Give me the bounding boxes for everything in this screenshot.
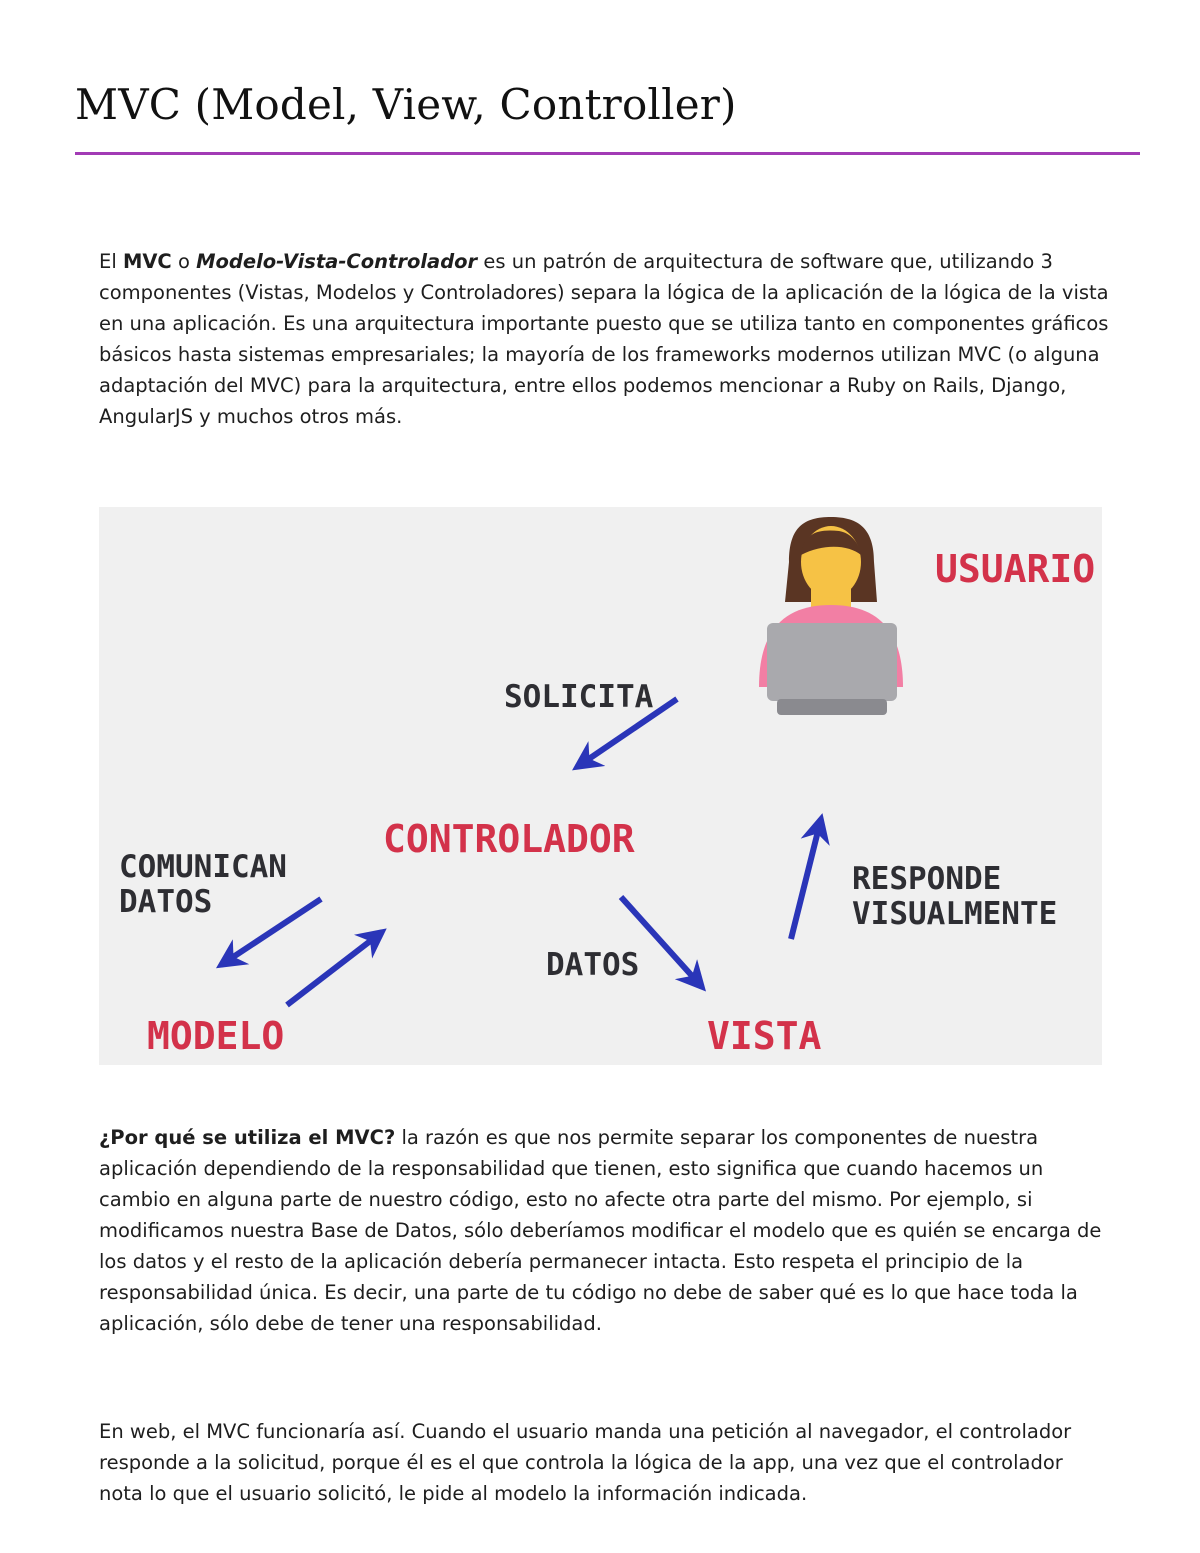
page-title: MVC (Model, View, Controller) <box>75 80 737 129</box>
intro-lead: El <box>99 250 123 273</box>
intro-o: o <box>171 250 197 273</box>
why-answer: la razón es que nos permite separar los componentes de nuestra aplicación dependiendo de la responsabilidad que tienen, esto significa que cuando hacemos un cambio en alguna parte de nuestro código, esto no afecte otra parte del mismo. Por ejemplo, si modificamos nuestra Base de Datos, sólo deberíamos modificar el modelo que es quién se encarga de los datos y el resto de la aplicación debería permanecer intacta. Esto respeta el principio de la responsabilidad única. Es decir, una parte de tu código no debe de saber qué es lo que hace toda la aplicación, sólo debe de tener una responsabilidad. <box>99 1126 1102 1335</box>
label-comunican: COMUNICAN <box>119 849 287 885</box>
label-comunican-datos: DATOS <box>119 884 213 920</box>
user-at-laptop-icon <box>759 517 903 715</box>
label-visualmente: VISUALMENTE <box>852 896 1058 932</box>
intro-paragraph <box>99 246 1109 432</box>
label-controlador: CONTROLADOR <box>383 817 635 861</box>
intro-mvc: MVC <box>122 250 172 273</box>
mvc-diagram-svg <box>99 507 1102 1065</box>
web-paragraph: En web, el MVC funcionaría así. Cuando el usuario manda una petición al navegador, el controlador responde a la solicitud, porque él es el que controla la lógica de la app, una vez que el controlador nota lo que el usuario solicitó, le pide al modelo la información indicada. <box>99 1420 1072 1505</box>
arrow-responde-to-usuario <box>791 819 821 939</box>
label-solicita: SOLICITA <box>504 679 654 715</box>
intro-rest: es un patrón de arquitectura de software que, utilizando 3 componentes (Vistas, Modelos y Controladores) separa la lógica de la aplicación de la lógica de la vista en una aplicación. Es una arquitectura importante puesto que se utiliza tanto en componentes gráficos básicos hasta sistemas empresariales; la mayoría de los frameworks modernos utilizan MVC (o alguna adaptación del MVC) para la arquitectura, entre ellos podemos mencionar a Ruby on Rails, Django, AngularJS y muchos otros más. <box>99 250 1109 428</box>
why-question: ¿Por qué se utiliza el MVC? <box>99 1126 396 1149</box>
arrow-comunican-to-modelo <box>221 899 321 965</box>
mvc-diagram <box>99 507 1102 1065</box>
label-responde: RESPONDE <box>852 861 1002 897</box>
label-usuario: USUARIO <box>935 547 1096 591</box>
title-divider <box>75 152 1140 155</box>
intro-term: Modelo-Vista-Controlador <box>196 250 478 273</box>
arrow-modelo-to-controlador <box>287 932 382 1005</box>
label-modelo: MODELO <box>147 1014 285 1058</box>
label-vista: VISTA <box>707 1014 822 1058</box>
why-paragraph <box>99 1122 1109 1339</box>
label-datos: DATOS <box>546 947 640 983</box>
